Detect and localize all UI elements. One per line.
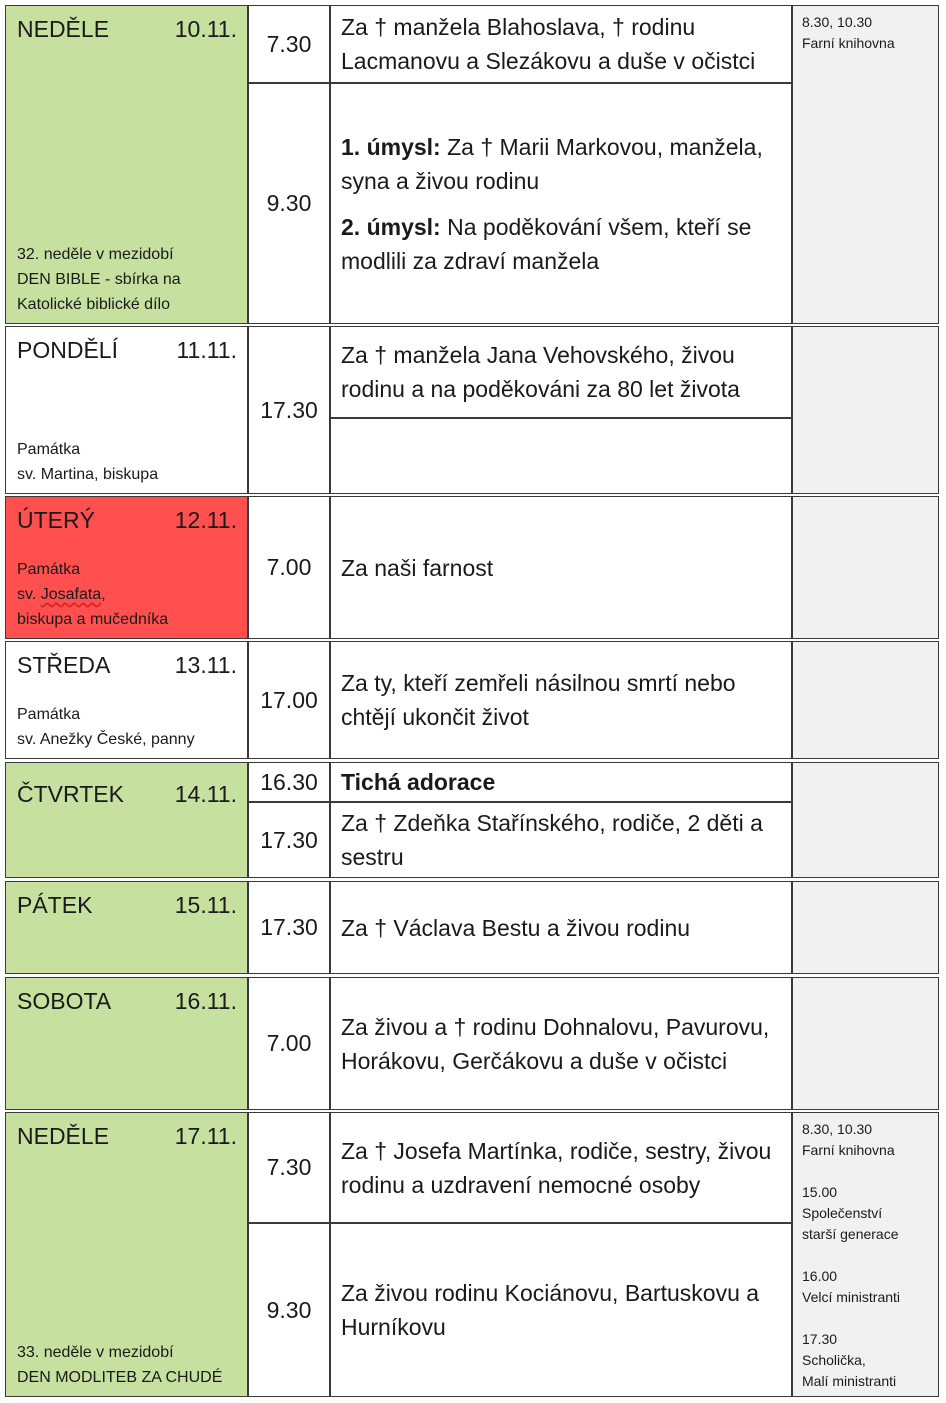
- note-line: 8.30, 10.30: [802, 14, 873, 30]
- mass-time: 17.30: [248, 881, 330, 974]
- note-gap: [802, 1161, 929, 1182]
- day-name: PONDĚLÍ: [17, 337, 118, 363]
- day-date: 12.11.: [174, 507, 237, 533]
- adoration-item: [330, 762, 792, 802]
- notes-cell: [792, 5, 939, 324]
- day-cell: [5, 496, 248, 639]
- mass-intention: [330, 326, 792, 418]
- day-name: PÁTEK: [17, 892, 93, 918]
- day-name: NEDĚLE: [17, 1123, 110, 1149]
- note-line: Farní knihovna: [802, 35, 895, 51]
- intention-text: Za † Josefa Martínka, rodiče, sestry, živou rodinu a uzdravení nemocné osoby: [341, 1137, 772, 1198]
- day-cell: [5, 881, 248, 974]
- mass-time: 7.00: [248, 496, 330, 639]
- note-line: 15.00: [802, 1184, 838, 1200]
- mass-intention: [330, 802, 792, 878]
- intention-text: Na poděkování všem, kteří se modlili za zdraví manžela: [341, 213, 752, 274]
- day-name: NEDĚLE: [17, 16, 110, 42]
- saint-name: Josafata: [40, 586, 102, 603]
- feast-line: DEN BIBLE - sbírka na: [17, 271, 181, 288]
- mass-time: 7.30: [248, 1112, 330, 1223]
- mass-intention: [330, 881, 792, 974]
- note-line: Farní knihovna: [802, 1142, 895, 1158]
- notes-cell: [792, 641, 939, 759]
- feast-line: sv. Martina, biskupa: [17, 466, 159, 483]
- intention-text: Za † Zdeňka Stařínského, rodiče, 2 děti a sestru: [341, 810, 763, 870]
- empty-intention: [330, 418, 792, 494]
- mass-intention: [330, 496, 792, 639]
- feast-line: 32. neděle v mezidobí: [17, 246, 174, 263]
- feast-label: [17, 437, 158, 487]
- day-date: 14.11.: [174, 781, 237, 807]
- note-line: Velcí ministranti: [802, 1289, 901, 1305]
- note-line: 17.30: [802, 1331, 838, 1347]
- notes-cell: [792, 1112, 939, 1397]
- note-gap: [802, 1245, 929, 1266]
- mass-time: 7.00: [248, 977, 330, 1110]
- intention-text: Za † Václava Bestu a živou rodinu: [341, 914, 691, 941]
- mass-intention: [330, 1223, 792, 1397]
- feast-line: [17, 582, 168, 607]
- intention-text: Za naši farnost: [341, 554, 494, 581]
- day-block-sunday-17-11: [5, 1112, 939, 1397]
- feast-line: Památka: [17, 706, 81, 723]
- mass-time: 17.30: [248, 802, 330, 878]
- note-line: Scholička,: [802, 1352, 866, 1368]
- mass-time: 9.30: [248, 83, 330, 324]
- day-name: ÚTERÝ: [17, 507, 95, 533]
- day-block-tuesday-12-11: [5, 496, 939, 639]
- intention-text: Za živou a † rodinu Dohnalovu, Pavurovu, Horákovu, Gerčákovu a duše v očistci: [341, 1013, 770, 1074]
- mass-intention: [330, 5, 792, 83]
- day-cell: [5, 977, 248, 1110]
- day-cell: [5, 5, 248, 324]
- day-date: 17.11.: [174, 1123, 237, 1149]
- mass-time: 9.30: [248, 1223, 330, 1397]
- feast-line: DEN MODLITEB ZA CHUDÉ: [17, 1369, 223, 1386]
- intention-text: Za živou rodinu Kociánovu, Bartuskovu a Hurníkovu: [341, 1280, 760, 1340]
- feast-line: Památka: [17, 561, 81, 578]
- mass-time: 17.30: [248, 326, 330, 494]
- intention-text: Za † manžela Blahoslava, † rodinu Lacmanovu a Slezákovu a duše v očistci: [341, 14, 756, 74]
- feast-label: [17, 242, 181, 317]
- feast-label: [17, 1340, 222, 1390]
- feast-line: biskupa a mučedníka: [17, 611, 169, 628]
- feast-line: Katolické biblické dílo: [17, 296, 170, 313]
- intention-paragraph: [341, 210, 781, 278]
- intention-text: Tichá adorace: [341, 769, 496, 795]
- day-name: SOBOTA: [17, 988, 112, 1014]
- notes-cell: [792, 762, 939, 878]
- day-date: 13.11.: [174, 652, 237, 678]
- day-name: STŘEDA: [17, 652, 111, 678]
- intention-label: 2. úmysl:: [341, 213, 441, 240]
- note-gap: [802, 1308, 929, 1329]
- feast-label: [17, 557, 168, 632]
- mass-time: 16.30: [248, 762, 330, 802]
- intention-text: Za ty, kteří zemřeli násilnou smrtí nebo chtějí ukončit život: [341, 670, 736, 730]
- day-block-monday-11-11: [5, 326, 939, 494]
- day-date: 11.11.: [176, 337, 237, 363]
- day-cell: [5, 762, 248, 878]
- notes-cell: [792, 326, 939, 494]
- mass-time: 17.00: [248, 641, 330, 759]
- mass-intention: [330, 83, 792, 324]
- feast-label: [17, 702, 195, 752]
- day-cell: [5, 641, 248, 759]
- notes-cell: [792, 881, 939, 974]
- note-line: Společenství: [802, 1205, 883, 1221]
- intention-text: Za † manžela Jana Vehovského, živou rodinu a na poděkováni za 80 let života: [341, 342, 740, 402]
- day-block-wednesday-13-11: [5, 641, 939, 759]
- day-cell: [5, 326, 248, 494]
- feast-prefix: sv.: [17, 586, 41, 603]
- day-date: 16.11.: [174, 988, 237, 1014]
- feast-line: Památka: [17, 441, 81, 458]
- intention-text: Za † Marii Markovou, manžela, syna a živou rodinu: [341, 133, 763, 194]
- note-line: 16.00: [802, 1268, 838, 1284]
- feast-line: sv. Anežky České, panny: [17, 731, 195, 748]
- notes-cell: [792, 496, 939, 639]
- note-line: Malí ministranti: [802, 1373, 897, 1389]
- day-date: 10.11.: [174, 16, 237, 42]
- mass-intention: [330, 1112, 792, 1223]
- day-cell: [5, 1112, 248, 1397]
- day-date: 15.11.: [174, 892, 237, 918]
- feast-line: 33. neděle v mezidobí: [17, 1344, 174, 1361]
- note-line: 8.30, 10.30: [802, 1121, 873, 1137]
- intention-paragraph: [341, 130, 781, 198]
- mass-intention: [330, 977, 792, 1110]
- feast-suffix: ,: [101, 586, 106, 603]
- day-name: ČTVRTEK: [17, 781, 124, 807]
- notes-cell: [792, 977, 939, 1110]
- intention-label: 1. úmysl:: [341, 133, 441, 160]
- day-block-saturday-16-11: [5, 977, 939, 1110]
- day-block-thursday-14-11: [5, 762, 939, 878]
- mass-intention: [330, 641, 792, 759]
- mass-time: 7.30: [248, 5, 330, 83]
- day-block-friday-15-11: [5, 881, 939, 974]
- day-block-sunday-10-11: [5, 5, 939, 324]
- note-line: starší generace: [802, 1226, 899, 1242]
